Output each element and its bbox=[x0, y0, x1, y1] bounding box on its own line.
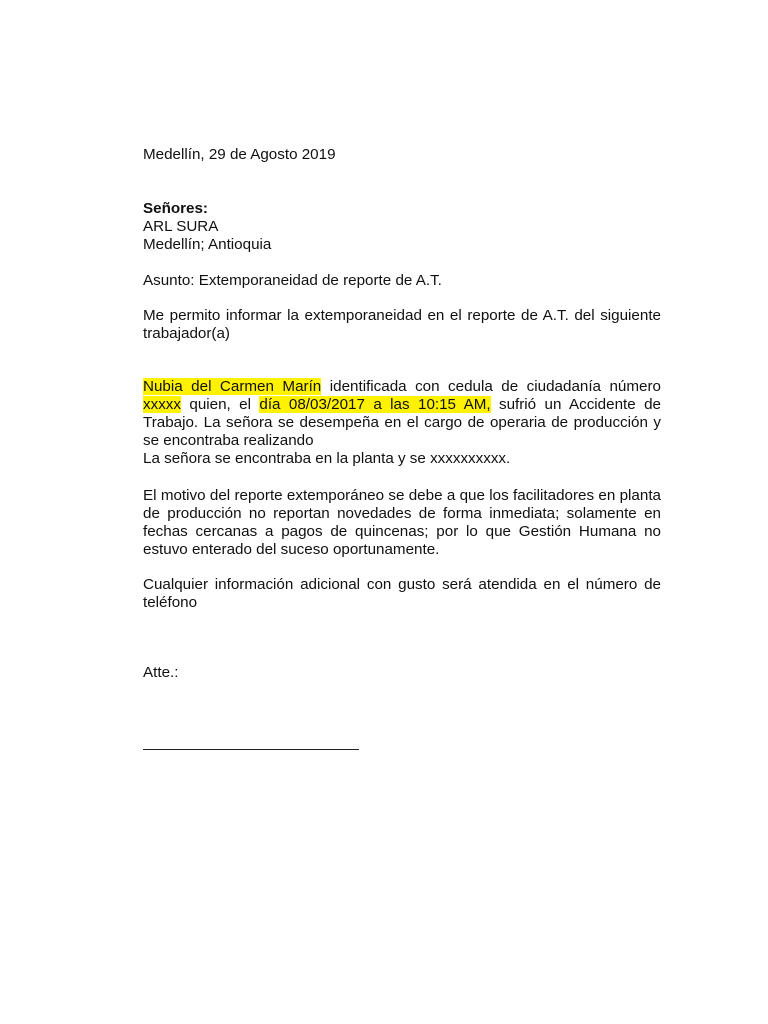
location-line: La señora se encontraba en la planta y se xxxxxxxxxx. bbox=[143, 450, 511, 467]
id-number-highlight: xxxxx bbox=[143, 396, 181, 413]
worker-paragraph bbox=[143, 378, 661, 450]
recipient-location: Medellín; Antioquia bbox=[143, 236, 272, 253]
salutation: Señores: bbox=[143, 200, 208, 217]
date-line: Medellín, 29 de Agosto 2019 bbox=[143, 146, 336, 163]
closing: Atte.: bbox=[143, 664, 179, 681]
id-text: identificada con cedula de ciudadanía número bbox=[321, 378, 661, 395]
accident-datetime-highlight: día 08/03/2017 a las 10:15 AM, bbox=[259, 396, 491, 413]
recipient-name: ARL SURA bbox=[143, 218, 219, 235]
subject-line: Asunto: Extemporaneidad de reporte de A.T. bbox=[143, 272, 442, 289]
event-text: sufrió un Accidente de Trabajo. La señora se desempeña en el cargo de operaria de producción y se encontraba realizando bbox=[143, 396, 661, 449]
intro-paragraph: Me permito informar la extemporaneidad en el reporte de A.T. del siguiente trabajador(a) bbox=[143, 307, 661, 342]
signature-line bbox=[143, 749, 359, 750]
reason-paragraph: El motivo del reporte extemporáneo se debe a que los facilitadores en planta de producción no reportan novedades de forma inmediata; solamente en fechas cercanas a pagos de quincenas; por lo que Gestión Humana no estuvo enterado del suceso oportunamente. bbox=[143, 487, 661, 558]
contact-paragraph: Cualquier información adicional con gusto será atendida en el número de teléfono bbox=[143, 576, 661, 611]
worker-name-highlight: Nubia del Carmen Marín bbox=[143, 378, 322, 395]
quien-text: quien, el bbox=[180, 396, 260, 413]
